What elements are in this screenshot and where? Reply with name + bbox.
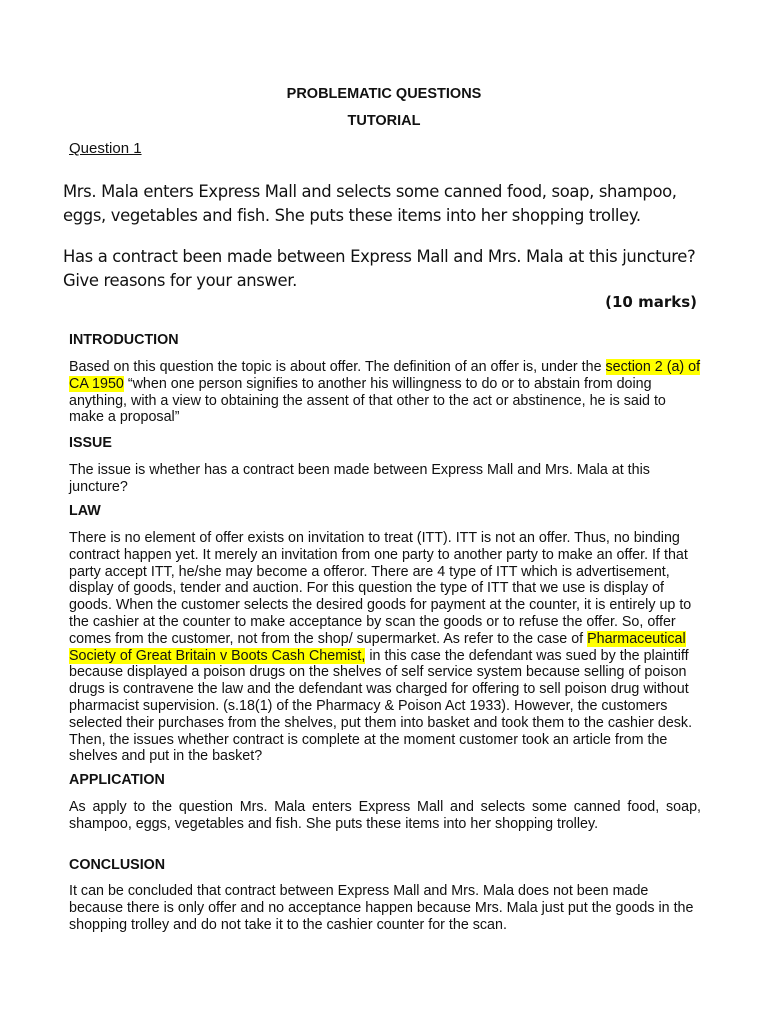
conclusion-paragraph [69, 883, 701, 933]
conclusion-heading: CONCLUSION [69, 857, 166, 873]
introduction-heading: INTRODUCTION [69, 332, 179, 348]
law-paragraph [69, 530, 701, 765]
highlight-act-reference: CA 1950 [69, 375, 124, 392]
law-line [69, 648, 701, 665]
introduction-line-4: make a proposal” [69, 409, 180, 426]
law-line: the cashier at the counter to make acceptance by scan the goods or to refuse the offer. So, offer [69, 613, 676, 630]
document-subtitle: TUTORIAL [347, 113, 421, 129]
question-text-line-1: Mrs. Mala enters Express Mall and selects some canned food, soap, shampoo, [63, 182, 677, 201]
law-text: comes from the customer, not from the shop/ supermarket. As refer to the case of [69, 630, 588, 647]
law-line: Then, the issues whether contract is complete at the moment customer took an article from the [69, 731, 668, 748]
law-line: goods. When the customer selects the desired goods for payment at the counter, it is entirely up to [69, 597, 692, 614]
question-text-line-2: eggs, vegetables and fish. She puts these items into her shopping trolley. [63, 206, 641, 225]
law-line: shelves and put in the basket? [69, 748, 263, 765]
conclusion-line-2: because there is only offer and no acceptance happen because Mrs. Mala just put the goods in the [69, 899, 694, 916]
law-heading: LAW [69, 503, 101, 519]
law-line: drugs is contravene the law and the defendant was charged for offering to sell poison drug without [69, 681, 689, 698]
application-line-1: As apply to the question Mrs. Mala enters Express Mall and selects some canned food, soap, [69, 799, 701, 815]
issue-line-2: juncture? [69, 478, 128, 495]
question-marks: (10 marks) [605, 293, 697, 311]
conclusion-line-3: shopping trolley and do not take it to the cashier counter for the scan. [69, 916, 507, 933]
introduction-line-2 [69, 376, 701, 393]
application-paragraph [69, 799, 701, 833]
introduction-paragraph [69, 359, 701, 426]
law-line: party accept ITT, he/she may become a offeror. There are 4 type of ITT which is advertisement, [69, 563, 670, 580]
law-line: selected their purchases from the shelves, put them into basket and took them to the cashier desk. [69, 714, 693, 731]
question-prompt-line-2: Give reasons for your answer. [63, 271, 298, 290]
issue-heading: ISSUE [69, 435, 112, 451]
issue-paragraph [69, 462, 701, 496]
introduction-text: “when one person signifies to another his willingness to do or to abstain from doing [123, 375, 652, 392]
law-line [69, 631, 701, 648]
law-line: There is no element of offer exists on invitation to treat (ITT). ITT is not an offer. Thus, no binding [69, 530, 680, 546]
introduction-line-3: anything, with a view to obtaining the assent of that other to the act or abstinence, he is said to [69, 392, 666, 409]
law-line: display of goods, tender and auction. For this question the type of ITT that we use is display of [69, 580, 664, 597]
document-title: PROBLEMATIC QUESTIONS [286, 86, 482, 102]
introduction-text: Based on this question the topic is about offer. The definition of an offer is, under the [69, 359, 606, 375]
highlight-case-name: Pharmaceutical [587, 630, 686, 647]
introduction-line-1 [69, 359, 701, 376]
question-prompt-line-1: Has a contract been made between Express Mall and Mrs. Mala at this juncture? [63, 247, 696, 266]
highlight-section-reference: section 2 (a) of [605, 359, 701, 375]
issue-line-1: The issue is whether has a contract been made between Express Mall and Mrs. Mala at this [69, 462, 650, 478]
conclusion-line-1: It can be concluded that contract between Express Mall and Mrs. Mala does not been made [69, 883, 649, 899]
law-line: contract happen yet. It merely an invitation from one party to another party to make an offer. If that [69, 546, 688, 563]
highlight-case-name: Society of Great Britain v Boots Cash Chemist, [69, 647, 366, 664]
law-text: in this case the defendant was sued by the plaintiff [365, 647, 689, 664]
law-line: because displayed a poison drugs on the shelves of self service system because selling of poison [69, 664, 687, 681]
question-label: Question 1 [69, 140, 142, 157]
application-heading: APPLICATION [69, 772, 165, 788]
law-line: pharmacist supervision. (s.18(1) of the Pharmacy & Poison Act 1933). However, the customers [69, 697, 668, 714]
application-line-2: shampoo, eggs, vegetables and fish. She puts these items into her shopping trolley. [69, 815, 599, 832]
